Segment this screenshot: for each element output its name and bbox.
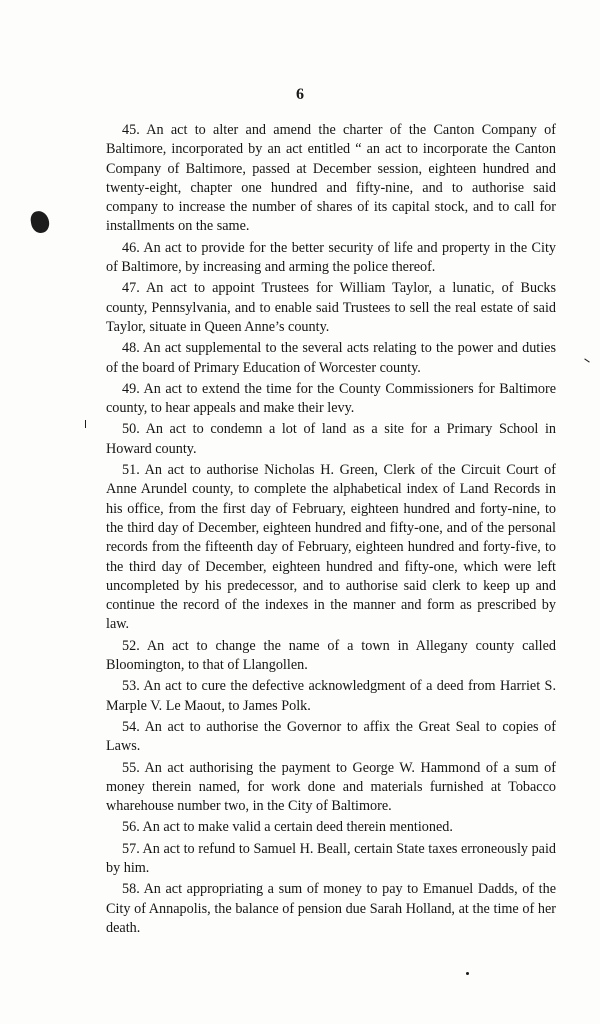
act-number: 48. <box>122 340 140 357</box>
act-number: 51. <box>122 462 140 479</box>
act-entry <box>106 759 556 817</box>
act-entry <box>106 677 556 716</box>
act-entry <box>106 121 556 237</box>
act-number: 55. <box>122 759 140 776</box>
act-text: An act to refund to Samuel H. Beall, certain State taxes erroneously paid by him. <box>106 840 556 876</box>
act-text: An act to cure the defective acknowledgment of a deed from Harriet S. Marple V. Le Maout, to James Polk. <box>106 678 556 714</box>
act-text: An act to provide for the better security of life and property in the City of Baltimore, by increasing and arming the police thereof. <box>106 239 556 276</box>
act-number: 58. <box>122 881 140 898</box>
act-text: An act to condemn a lot of land as a site for a Primary School in Howard county. <box>106 421 557 457</box>
act-entry <box>106 637 556 676</box>
acts-list <box>106 121 556 940</box>
act-entry <box>106 279 556 337</box>
act-text: An act to authorise the Governor to affix the Great Seal to copies of Laws. <box>106 718 556 755</box>
ink-blot-mark <box>30 210 51 234</box>
act-number: 49. <box>122 380 140 397</box>
act-text: An act to authorise Nicholas H. Green, Clerk of the Circuit Court of Anne Arundel county, to complete the alphabetical index of Land Records in his office, from the first day of February, eighteen hundred and forty-nine, to the third day of December, eighteen hundred and fifty-one, and of the personal records from the fifteenth day of February, eighteen hundred and forty-five, to the third day of December, eighteen hundred and fifty-one, which were left uncompleted by his predecessor, and to authorise said clerk to keep up and continue the record of the indexes in the manner and form as prescribed by law. <box>106 462 556 633</box>
act-text: An act authorising the payment to George W. Hammond of a sum of money therein named, for work done and materials furnished at Tobacco wharehouse number two, in the City of Baltimore. <box>106 759 557 815</box>
act-text: An act to change the name of a town in Allegany county called Bloomington, to that of Llangollen. <box>106 637 557 674</box>
act-entry <box>106 461 556 635</box>
act-entry <box>106 380 556 419</box>
act-number: 50. <box>122 421 140 438</box>
act-entry <box>106 339 556 378</box>
margin-tick-mark <box>85 420 86 428</box>
act-number: 46. <box>122 239 140 256</box>
act-text: An act to appoint Trustees for William Taylor, a lunatic, of Bucks county, Pennsylvania, and to enable said Trustees to sell the real estate of said Taylor, situate in Queen Anne’s county. <box>106 280 556 335</box>
act-entry <box>106 840 556 879</box>
act-entry <box>106 818 556 837</box>
act-text: An act to make valid a certain deed therein mentioned. <box>142 819 453 836</box>
act-entry <box>106 239 556 278</box>
act-text: An act to extend the time for the County Commissioners for Baltimore county, to hear appeals and make their levy. <box>106 380 556 417</box>
act-text: An act to alter and amend the charter of the Canton Company of Baltimore, incorporated by an act entitled “ an act to incorporate the Canton Company of Baltimore, passed at December session, eighteen hundred and twenty-eight, chapter one hundred and fifty-nine, and to authorise said company to increase the number of shares of its capital stock, and to call for installments on the same. <box>106 122 557 235</box>
margin-dot-mark <box>466 972 469 975</box>
act-entry <box>106 880 556 938</box>
act-number: 56. <box>122 819 140 836</box>
act-text: An act supplemental to the several acts relating to the power and duties of the board of Primary Education of Worcester county. <box>106 340 556 376</box>
act-number: 47. <box>122 280 140 297</box>
act-number: 52. <box>122 637 140 654</box>
act-entry <box>106 420 556 459</box>
act-number: 57. <box>122 840 140 857</box>
act-text: An act appropriating a sum of money to pay to Emanuel Dadds, of the City of Annapolis, the balance of pension due Sarah Holland, at the time of her death. <box>106 881 556 936</box>
margin-tick-mark <box>584 358 589 362</box>
page-number: 6 <box>296 86 304 103</box>
act-number: 53. <box>122 678 140 695</box>
act-number: 54. <box>122 718 140 735</box>
act-number: 45. <box>122 122 140 138</box>
act-entry <box>106 718 556 757</box>
